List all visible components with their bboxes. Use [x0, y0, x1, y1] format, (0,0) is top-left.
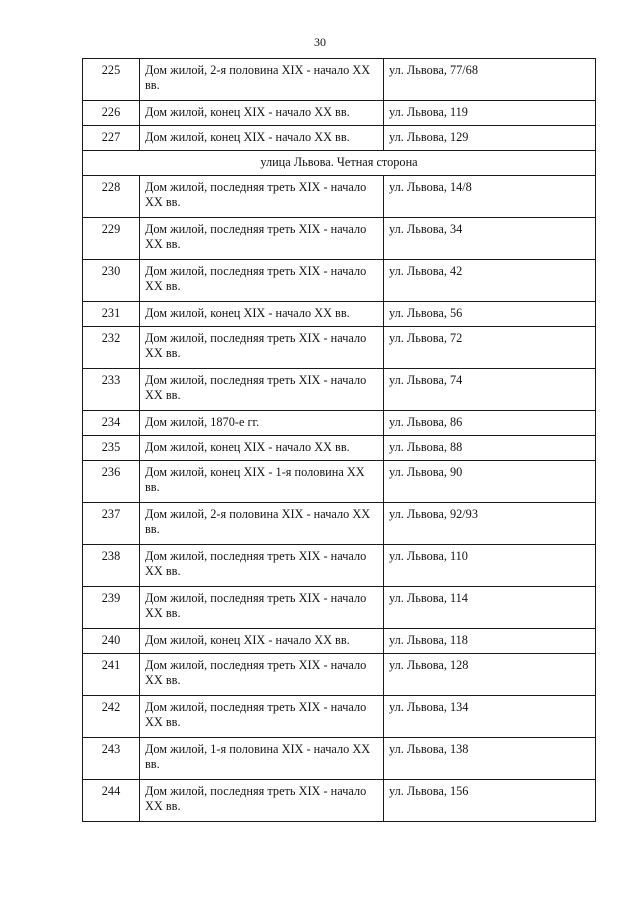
object-name: Дом жилой, 2-я половина XIX - начало XX вв.: [140, 503, 384, 545]
object-name: Дом жилой, последняя треть XIX - начало XX вв.: [140, 545, 384, 587]
object-name: Дом жилой, последняя треть XIX - начало XX вв.: [140, 369, 384, 411]
object-name: Дом жилой, конец XIX - начало XX вв.: [140, 126, 384, 151]
object-address: ул. Львова, 138: [384, 738, 596, 780]
object-name: Дом жилой, конец XIX - начало XX вв.: [140, 101, 384, 126]
table-row: [83, 126, 596, 151]
table-row: [83, 101, 596, 126]
table-body: [83, 59, 596, 822]
row-number: 243: [83, 738, 140, 780]
row-number: 244: [83, 780, 140, 822]
table-row: [83, 369, 596, 411]
object-name: Дом жилой, последняя треть XIX - начало XX вв.: [140, 327, 384, 369]
object-name: Дом жилой, последняя треть XIX - начало XX вв.: [140, 587, 384, 629]
row-number: 230: [83, 260, 140, 302]
table-row: [83, 780, 596, 822]
object-address: ул. Львова, 114: [384, 587, 596, 629]
row-number: 241: [83, 654, 140, 696]
object-address: ул. Львова, 74: [384, 369, 596, 411]
table-row: [83, 461, 596, 503]
object-name: Дом жилой, последняя треть XIX - начало XX вв.: [140, 780, 384, 822]
row-number: 233: [83, 369, 140, 411]
object-address: ул. Львова, 129: [384, 126, 596, 151]
row-number: 227: [83, 126, 140, 151]
object-address: ул. Львова, 110: [384, 545, 596, 587]
object-address: ул. Львова, 56: [384, 302, 596, 327]
object-address: ул. Львова, 77/68: [384, 59, 596, 101]
object-name: Дом жилой, 1-я половина XIX - начало XX вв.: [140, 738, 384, 780]
object-address: ул. Львова, 92/93: [384, 503, 596, 545]
row-number: 239: [83, 587, 140, 629]
row-number: 231: [83, 302, 140, 327]
table-row: [83, 436, 596, 461]
row-number: 225: [83, 59, 140, 101]
row-number: 236: [83, 461, 140, 503]
object-address: ул. Львова, 88: [384, 436, 596, 461]
row-number: 242: [83, 696, 140, 738]
heritage-table: [82, 58, 596, 822]
object-name: Дом жилой, последняя треть XIX - начало XX вв.: [140, 696, 384, 738]
row-number: 240: [83, 629, 140, 654]
object-address: ул. Львова, 134: [384, 696, 596, 738]
table-row: [83, 629, 596, 654]
object-name: Дом жилой, 2-я половина XIX - начало XX вв.: [140, 59, 384, 101]
row-number: 238: [83, 545, 140, 587]
table-row: [83, 503, 596, 545]
object-address: ул. Львова, 72: [384, 327, 596, 369]
object-name: Дом жилой, последняя треть XIX - начало XX вв.: [140, 260, 384, 302]
page-number: 30: [314, 35, 326, 49]
table-row: [83, 738, 596, 780]
object-address: ул. Львова, 34: [384, 218, 596, 260]
row-number: 232: [83, 327, 140, 369]
table-row: [83, 59, 596, 101]
table-row: [83, 587, 596, 629]
table-row: [83, 654, 596, 696]
object-address: ул. Львова, 90: [384, 461, 596, 503]
object-name: Дом жилой, конец XIX - начало XX вв.: [140, 436, 384, 461]
table-row: [83, 260, 596, 302]
row-number: 226: [83, 101, 140, 126]
object-name: Дом жилой, последняя треть XIX - начало XX вв.: [140, 218, 384, 260]
object-address: ул. Львова, 42: [384, 260, 596, 302]
row-number: 237: [83, 503, 140, 545]
object-name: Дом жилой, последняя треть XIX - начало XX вв.: [140, 654, 384, 696]
object-name: Дом жилой, конец XIX - начало XX вв.: [140, 629, 384, 654]
object-address: ул. Львова, 128: [384, 654, 596, 696]
row-number: 235: [83, 436, 140, 461]
section-header: улица Львова. Четная сторона: [83, 151, 596, 176]
object-name: Дом жилой, последняя треть XIX - начало XX вв.: [140, 176, 384, 218]
table-row: [83, 696, 596, 738]
row-number: 234: [83, 411, 140, 436]
object-address: ул. Львова, 118: [384, 629, 596, 654]
object-address: ул. Львова, 119: [384, 101, 596, 126]
object-name: Дом жилой, конец XIX - начало XX вв.: [140, 302, 384, 327]
table-row: [83, 327, 596, 369]
table-row: [83, 218, 596, 260]
row-number: 229: [83, 218, 140, 260]
object-address: ул. Львова, 14/8: [384, 176, 596, 218]
table-row: [83, 411, 596, 436]
table-row: [83, 545, 596, 587]
table-row: [83, 176, 596, 218]
row-number: 228: [83, 176, 140, 218]
section-header-row: [83, 151, 596, 176]
object-name: Дом жилой, конец XIX - 1-я половина XX вв.: [140, 461, 384, 503]
object-address: ул. Львова, 156: [384, 780, 596, 822]
table-row: [83, 302, 596, 327]
object-name: Дом жилой, 1870-е гг.: [140, 411, 384, 436]
object-address: ул. Львова, 86: [384, 411, 596, 436]
